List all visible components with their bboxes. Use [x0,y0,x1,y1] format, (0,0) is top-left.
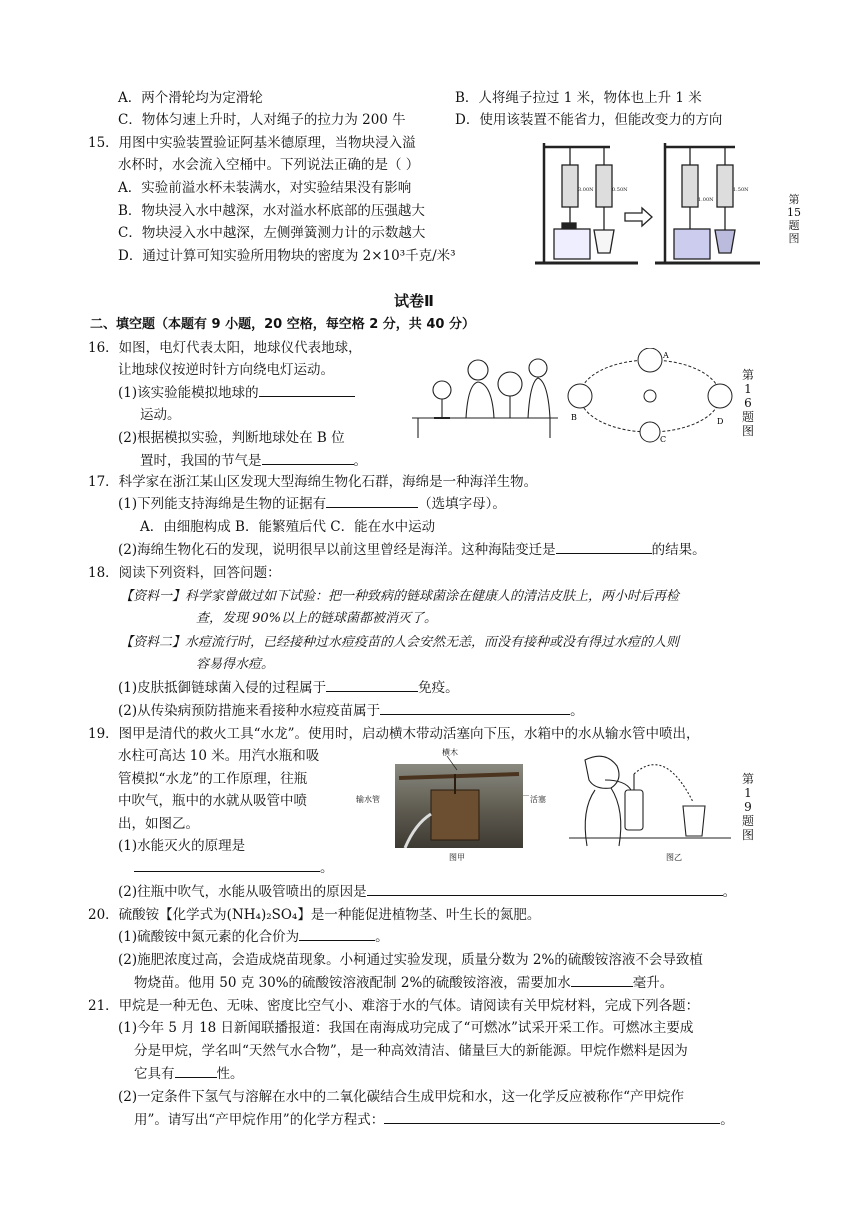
label-tujia: 图甲 [449,853,465,862]
q20-part2b: 物烧苗。他用 50 克 30%的硫酸铵溶液配制 2%的硫酸铵溶液，需要加水 毫升。 [134,975,674,991]
orbit-label-c: C [660,435,667,443]
q15-stem-2: 水杯时，水会流入空桶中。下列说法正确的是（ ） [118,157,420,173]
q16-figure-label: 第16题图 [741,368,754,438]
q19-part1-blank: 。 [134,856,334,876]
q14-option-c: C．物体匀速上升时，人对绳子的拉力为 200 牛 [118,112,406,128]
q21-part2a: (2)一定条件下氢气与溶解在水中的二氧化碳结合生成甲烷和水，这一化学反应被称作“产甲烷作 [118,1089,685,1105]
q19-part2: (2)往瓶中吹气，水能从吸管喷出的原因是 。 [118,884,737,900]
q20-part2a: (2)施肥浓度过高，会造成烧苗现象。小柯通过实验发现，质量分数为 2%的硫酸铵溶液不会导致植 [118,952,703,968]
q19-part1: (1)水能灭火的原理是 [118,838,246,854]
q20-part1: (1)硫酸铵中氮元素的化合价为 。 [118,929,389,945]
orbit-label-d: D [717,417,724,426]
q16-stem-1: 16．如图，电灯代表太阳，地球仪代表地球， [88,340,362,356]
q17-options: A．由细胞构成 B．能繁殖后代 C．能在水中运动 [140,519,436,535]
label-huosai: 活塞 [530,795,546,804]
q19-stem-1: 19．图甲是清代的救火工具“水龙”。使用时，启动横木带动活塞向下压，水箱中的水从输水管中喷出， [88,726,700,742]
q18-part1: (1)皮肤抵御链球菌入侵的过程属于 免疫。 [118,680,459,696]
paper-title: 试卷Ⅱ [394,292,434,310]
label-hengmu: 横木 [442,748,458,757]
q16-part1-tail: 运动。 [140,407,181,423]
q18-material-1b: 查，发现 90%以上的链球菌都被消灭了。 [196,611,438,626]
label-shushuiguan: 输水管 [356,795,380,804]
q18-part2: (2)从传染病预防措施来看接种水痘疫苗属于 。 [118,703,584,719]
q15-stem-1: 15．用图中实验装置验证阿基米德原理，当物块浸入溢 [88,135,416,151]
q15-figure [520,135,765,270]
q17-part2: (2)海绵生物化石的发现，说明很早以前这里曾经是海洋。这种海陆变迁是 的结果。 [118,542,706,558]
scale-reading-right-2: 1.50N [733,187,749,193]
q17-part1: (1)下列能支持海绵是生物的证据有 （选填字母）。 [118,496,506,512]
q16-classroom-figure [410,348,560,440]
q21-part1c: 它具有 性。 [134,1066,244,1082]
q15-option-b: B．物块浸入水中越深，水对溢水杯底部的压强越大 [118,203,425,219]
scale-reading-right-1: 1.00N [698,197,714,203]
orbit-label-b: B [571,413,577,422]
q19-stem-3: 管模拟“水龙”的工作原理，往瓶 [118,771,308,787]
q21-part1a: (1)今年 5 月 18 日新闻联播报道：我国在南海成功完成了“可燃冰”试采开采工作。可燃冰主要成 [118,1020,694,1036]
q21-stem: 21．甲烷是一种无色、无味、密度比空气小、难溶于水的气体。请阅读有关甲烷材料，完成下列各题： [88,998,700,1014]
q14-option-a: A．两个滑轮均为定滑轮 [118,90,263,106]
q16-stem-2: 让地球仪按逆时针方向绕电灯运动。 [118,362,334,378]
q19-leader-lines [395,756,545,796]
q17-stem: 17．科学家在浙江某山区发现大型海绵生物化石群，海绵是一种海洋生物。 [88,474,538,490]
q18-material-2b: 容易得水痘。 [196,657,275,672]
scale-reading-left-2: 0.50N [612,187,628,193]
q16-orbit-figure [565,348,735,443]
q18-material-1a: 【资料一】科学家曾做过如下试验：把一种致病的链球菌涂在健康人的清洁皮肤上，两小时后再检 [120,589,680,604]
q14-option-d: D．使用该装置不能省力，但能改变力的方向 [455,112,723,128]
q15-figure-label: 第15题图 [787,193,801,245]
q16-part2-tail: 置时，我国的节气是 。 [140,453,367,469]
scale-reading-left-1: 3.00N [578,187,594,193]
q19-girl-figure [565,750,735,850]
q19-figure-label: 第19题图 [741,772,754,842]
q19-stem-2: 水柱可高达 10 米。用汽水瓶和吸 [118,748,320,764]
q16-part2: (2)根据模拟实验，判断地球处在 B 位 [118,430,345,446]
q15-option-d: D．通过计算可知实验所用物块的密度为 2×10³千克/米³ [118,248,456,264]
q21-part2b: 用”。请写出“产甲烷作用”的化学方程式： 。 [134,1112,734,1128]
q14-option-b: B．人将绳子拉过 1 米，物体也上升 1 米 [455,90,702,106]
q18-stem: 18．阅读下列资料，回答问题： [88,565,281,581]
label-tuyi: 图乙 [666,853,682,862]
q19-stem-5: 出，如图乙。 [118,816,199,832]
q19-stem-4: 中吹气，瓶中的水就从吸管中喷 [118,793,307,809]
q20-stem: 20．硫酸铵【化学式为(NH₄)₂SO₄】是一种能促进植物茎、叶生长的氮肥。 [88,907,541,923]
q16-part1: (1)该实验能模拟地球的 [118,381,355,401]
section-heading: 二、填空题（本题有 9 小题，20 空格，每空格 2 分，共 40 分） [90,317,475,332]
q18-material-2a: 【资料二】水痘流行时，已经接种过水痘疫苗的人会安然无恙，而没有接种或没有得过水痘的人则 [120,635,680,650]
q21-part1b: 分是甲烷，学名叫“天然气水合物”，是一种高效清洁、储量巨大的新能源。甲烷作燃料是因为 [134,1043,688,1059]
orbit-label-a: A [663,351,669,360]
q15-option-a: A．实验前溢水杯未装满水，对实验结果没有影响 [118,180,412,196]
q15-option-c: C．物块浸入水中越深，左侧弹簧测力计的示数越大 [118,225,426,241]
